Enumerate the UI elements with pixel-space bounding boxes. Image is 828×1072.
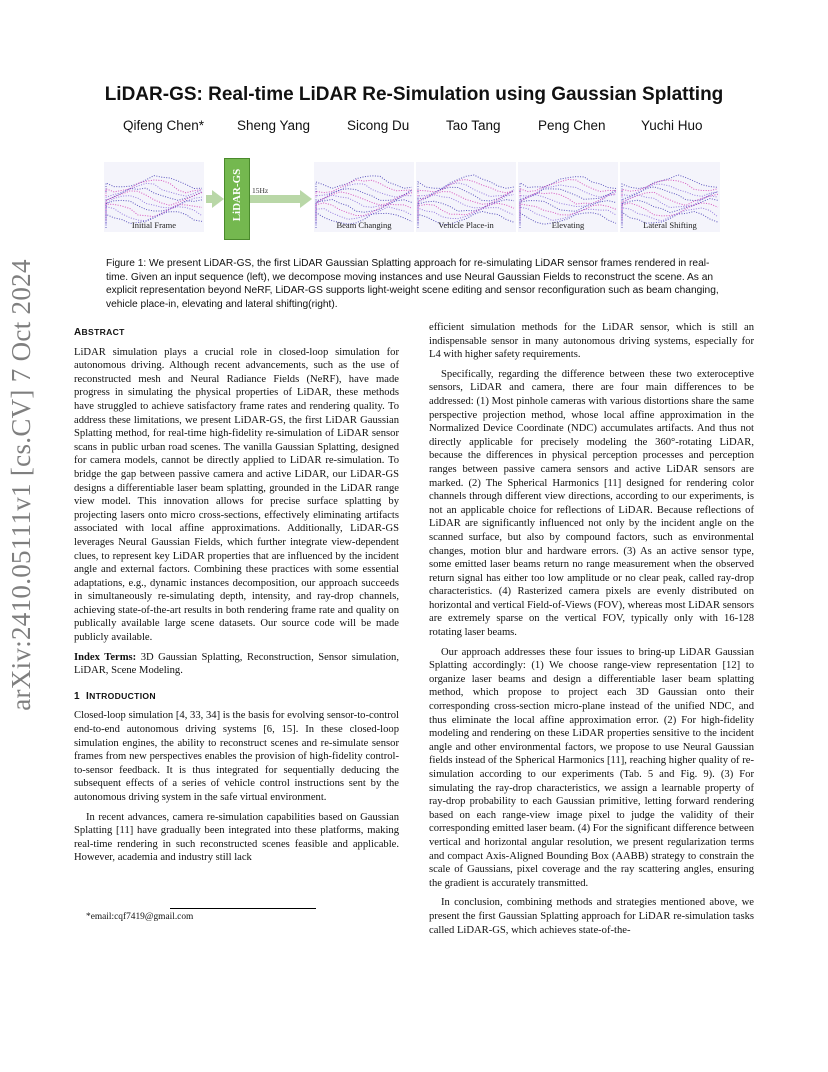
teaser-panel-elevating	[518, 162, 618, 232]
author-name: Yuchi Huo	[641, 118, 703, 133]
footnote: *email:cqf7419@gmail.com	[86, 912, 194, 922]
figure-caption: Figure 1: We present LiDAR-GS, the first LiDAR Gaussian Splatting approach for re-simulating LiDAR sensor frames rendered in real-time. Given an input sequence (left), we decompose moving instances and use Neural Gaussian Fields to reconstruct the scene. As an explicit representation beyond NeRF, LiDAR-GS supports light-weight scene editing and sensor reconfiguration such as beam changing, vehicle place-in, elevating and lateral shifting(right).	[106, 258, 719, 310]
author-name: Sheng Yang	[237, 118, 311, 133]
panel-caption: Lateral Shifting	[643, 220, 697, 230]
intro-paragraph: In recent advances, camera re-simulation capabilities based on Gaussian Splatting [11] have gradually been integrated into these platforms, making real-time rendering in such reconstructed scenes feasible and applicable. However, academia and industry still lack	[74, 811, 399, 864]
arxiv-stamp: arXiv:2410.05111v1 [cs.CV] 7 Oct 2024	[6, 259, 36, 711]
intro-heading: 1 INTRODUCTION	[74, 690, 156, 702]
paper-title: LiDAR-GS: Real-time LiDAR Re-Simulation using Gaussian Splatting	[104, 84, 724, 105]
panel-caption: Beam Changing	[336, 220, 392, 230]
teaser-panel-vehicle	[416, 162, 516, 232]
lidar-gs-label: LiDAR-GS	[231, 168, 243, 222]
panel-caption: Vehicle Place-in	[438, 220, 494, 230]
abstract-text: LiDAR simulation plays a crucial role in closed-loop simulation for autonomous driving. Although recent advancements, such as the use of reconstructed mesh and Neural Radiance Fields (NeRF), have made progress in simulating the physical properties of LiDAR, these methods have struggled to achieve satisfactory frame rates and rendering quality. To address these limitations, we present LiDAR-GS, the first LiDAR Gaussian Splatting method, for real-time high-fidelity re-simulation of LiDAR sensor scans in public urban road scenes. The vanilla Gaussian Splatting, designed for camera models, cannot be directly applied to LiDAR re-simulation. To bridge the gap between passive camera and active LiDAR, our LiDAR-GS designs a differentiable laser beam splatting, grounded in the LiDAR range view model. This innovation allows for precise surface splatting by projecting lasers onto micro cross-sections, effectively eliminating artifacts associated with local affine approximations. Additionally, LiDAR-GS leverages Neural Gaussian Fields, which further integrate view-dependent clues, to represent key LiDAR properties that are influenced by the incident angle and external factors. Combining these practices with some essential adaptations, e.g., dynamic instances decomposition, our approach succeeds in simultaneously re-simulating depth, intensity, and ray-drop channels, achieving state-of-the-art results in both rendering frame rate and quality on publically available large scene datasets. Our source code will be made publicly available.	[74, 346, 399, 644]
index-terms	[74, 651, 399, 678]
left-column	[74, 326, 399, 871]
frame-rate-label: 15Hz	[252, 186, 269, 195]
author-name: Sicong Du	[347, 118, 410, 133]
teaser-panel-lateral	[620, 162, 720, 232]
index-terms-label: Index Terms:	[74, 651, 137, 663]
lidar-gs-block	[224, 158, 250, 240]
abstract-heading: ABSTRACT	[74, 327, 125, 338]
author-name: Tao Tang	[446, 118, 501, 133]
index-terms-text: 3D Gaussian Splatting, Reconstruction, Sensor simulation, LiDAR, Scene Modeling.	[74, 651, 399, 677]
author-name-text: Qifeng Chen*	[123, 118, 205, 133]
footnote-rule	[170, 908, 316, 909]
panel-caption: Elevating	[551, 220, 585, 230]
flow-arrow-head	[212, 190, 224, 208]
flow-arrow	[250, 195, 302, 203]
body-paragraph: efficient simulation methods for the LiDAR sensor, which is still an indispensable sensor in many autonomous driving systems, especially for L4 with higher safety requirements.	[429, 322, 754, 361]
author-name: Peng Chen	[538, 118, 606, 133]
author-name	[123, 118, 204, 133]
flow-arrow-head	[300, 190, 312, 208]
teaser-panel-initial	[104, 162, 204, 232]
teaser-figure	[100, 158, 720, 238]
panel-caption: Initial Frame	[131, 220, 177, 230]
teaser-panel-beam	[314, 162, 414, 232]
right-column	[429, 321, 754, 943]
body-paragraph: In conclusion, combining methods and strategies mentioned above, we present the first Gaussian Splatting approach for LiDAR re-simulation tasks called LiDAR-GS, which achieves state-of-the-	[429, 897, 754, 936]
intro-paragraph: Closed-loop simulation [4, 33, 34] is the basis for evolving sensor-to-control end-to-end autonomous driving systems [6, 15]. In these closed-loop simulation engines, the ability to reconstruct scenes and re-simulate sensor frames from new perspectives enables the provision of high-fidelity control-to-sensor feedback. It is thus integrated for sequentially deducing the subsequent effects of a series of vehicle control instructions sent by the autonomous driving system in the safe virtual environment.	[74, 710, 399, 803]
body-paragraph: Our approach addresses these four issues to bring-up LiDAR Gaussian Splatting accordingly: (1) We choose range-view representation [12] to organize laser beams and design a differentiable laser beam splatting method, which propose to project each 3D Gaussian onto their corresponding cross-section micro-plane instead of the unified NDC, and thus eliminate the local affine approximation error. (2) For high-fidelity modeling and rendering on these LiDAR properties sensitive to the incident angle and other environmental factors, we propose to use Neural Gaussian fields instead of the Spherical Harmonics [11], reaching higher quality of re-simulation according to our experiments (Tab. 5 and Fig. 9). (3) For simulating the ray-drop characteristics, we assign a learnable property of ray-drop probability to each Gaussian primitive, letting forward rendering based on each range-view image pixel to judge the validity of their corresponding emitted laser beam. (4) For the significant difference between vertical and horizontal angular resolution, we present regularization terms and compact Axis-Aligned Bounding Box (AABB) strategy to constrain the scale of Gaussians, pixel coverage and the ray scattering angles, ensuring the gradient is accurately transmitted.	[429, 646, 754, 889]
body-paragraph: Specifically, regarding the difference between these two exteroceptive sensors, LiDAR and camera, there are four main differences to be addressed: (1) Most pinhole cameras with various distortions share the same perspective projection method, whose local affine approximation in the Normalized Device Coordinate (NDC) accumulates artifacts. And thus not directly applicable for precisely modeling the 360°-rotating LiDAR, because the differences in physical perception processes and perception ranges between passive camera sensors and active LiDAR sensors are marked. (2) The Spherical Harmonics [11] designed for rendering color channels through different view directions, according to our experiments, is not an applicable choice for reflections of LiDAR. Because reflections of LiDAR are significantly influenced not only by the incident angle on the scanned surface, but also by compound factors, such as environmental changes, motion blur and hardware errors. (3) As an active sensor type, some emitted laser beams return no range measurement when the observed return signal has either too low amplitude or no clear peak, called ray-drop characteristics. (4) Rasterized camera pixels are evenly distributed on horizontal and vertical Field-of-Views (FOV), whereas most LiDAR sensors are extremely sparse on the vertical FOV, typically only with 16-128 rotating laser beams.	[429, 368, 754, 639]
